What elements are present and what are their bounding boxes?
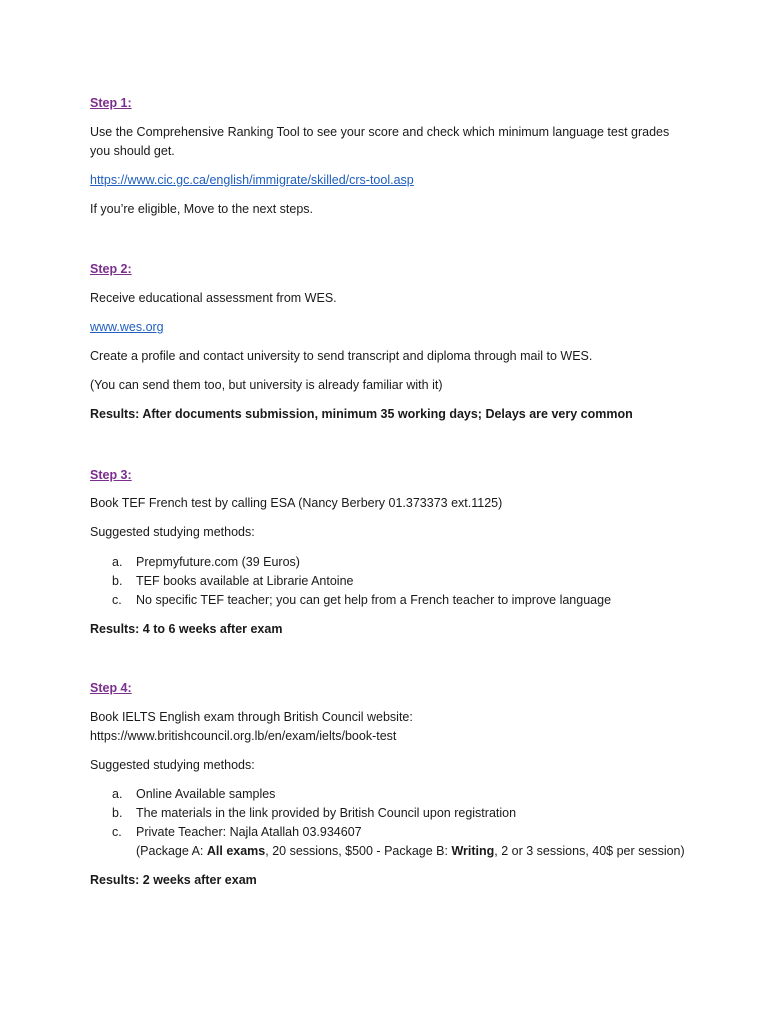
list-marker: b. xyxy=(112,806,123,820)
list-marker: c. xyxy=(112,825,122,839)
list-item-text: TEF books available at Librarie Antoine xyxy=(136,574,354,588)
step4-heading: Step 4: xyxy=(90,681,132,695)
step2-text-line1: Receive educational assessment from WES. xyxy=(90,291,337,305)
step2-heading: Step 2: xyxy=(90,262,132,276)
step2-results: Results: After documents submission, minimum 35 working days; Delays are very common xyxy=(90,407,633,421)
crs-tool-link[interactable]: https://www.cic.gc.ca/english/immigrate/skilled/crs-tool.asp xyxy=(90,173,414,187)
list-item-text: Prepmyfuture.com (39 Euros) xyxy=(136,555,300,569)
step3-text-line2: Suggested studying methods: xyxy=(90,525,255,539)
list-item-text: Private Teacher: Najla Atallah 03.934607 xyxy=(136,825,362,839)
list-item xyxy=(112,804,516,823)
list-marker: c. xyxy=(112,593,122,607)
list-item-text: Online Available samples xyxy=(136,787,276,801)
step4-text-line2: https://www.britishcouncil.org.lb/en/exam/ielts/book-test xyxy=(90,729,397,743)
package-text-bold: All exams xyxy=(206,844,266,858)
list-item xyxy=(112,553,300,572)
step2-text-line3: (You can send them too, but university is already familiar with it) xyxy=(90,378,443,392)
step1-text-line1: Use the Comprehensive Ranking Tool to see your score and check which minimum language test grades xyxy=(90,125,670,139)
package-text: , 2 or 3 sessions, 40$ per session) xyxy=(494,844,685,858)
step4-results: Results: 2 weeks after exam xyxy=(90,873,257,887)
step1-text-line2: you should get. xyxy=(90,144,175,158)
step1-eligible-text: If you’re eligible, Move to the next steps. xyxy=(90,202,314,216)
list-item xyxy=(112,591,611,610)
wes-link[interactable]: www.wes.org xyxy=(90,320,164,334)
package-details xyxy=(136,842,685,861)
step3-heading: Step 3: xyxy=(90,468,132,482)
step1-heading: Step 1: xyxy=(90,96,132,110)
step3-text-line1: Book TEF French test by calling ESA (Nancy Berbery 01.373373 ext.1125) xyxy=(90,496,503,510)
list-item-text: No specific TEF teacher; you can get help from a French teacher to improve language xyxy=(136,593,612,607)
step4-text-line3: Suggested studying methods: xyxy=(90,758,255,772)
step3-results: Results: 4 to 6 weeks after exam xyxy=(90,622,283,636)
list-item xyxy=(112,572,354,591)
package-text: (Package A: xyxy=(136,844,207,858)
package-text-bold: Writing xyxy=(451,844,495,858)
step4-text-line1: Book IELTS English exam through British Council website: xyxy=(90,710,413,724)
step2-text-line2: Create a profile and contact university to send transcript and diploma through mail to WES. xyxy=(90,349,593,363)
list-marker: a. xyxy=(112,787,123,801)
list-item-text: The materials in the link provided by British Council upon registration xyxy=(136,806,517,820)
list-marker: a. xyxy=(112,555,123,569)
list-item xyxy=(112,785,275,804)
list-marker: b. xyxy=(112,574,123,588)
list-item xyxy=(112,823,362,842)
package-text: , 20 sessions, $500 - Package B: xyxy=(265,844,452,858)
